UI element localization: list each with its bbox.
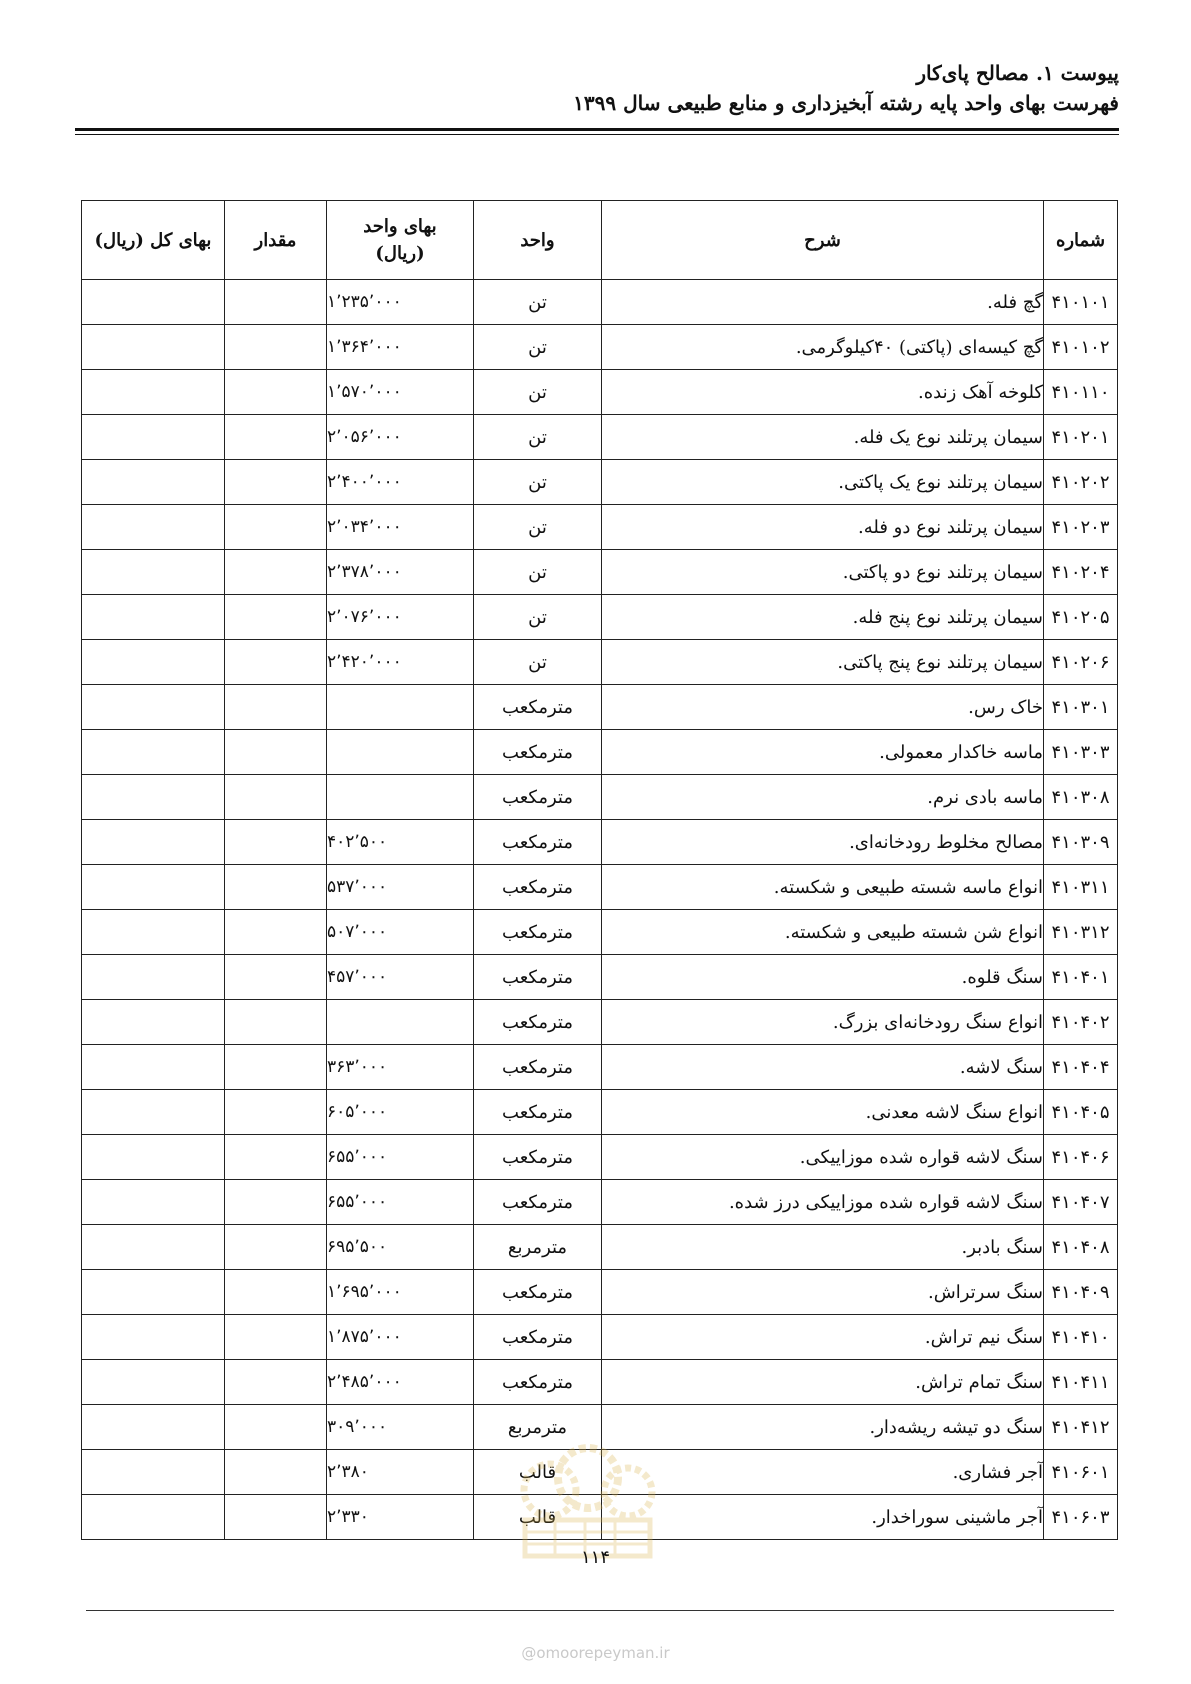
item-unit-price-cell: ۲٬۳۸۰: [327, 1450, 474, 1495]
column-header-quantity: مقدار: [225, 201, 327, 280]
table-row: [82, 550, 1118, 595]
item-number-cell: ۴۱۰۴۰۴: [1044, 1045, 1118, 1090]
item-total-cell: [82, 955, 225, 1000]
item-unit-cell: قالب: [474, 1495, 602, 1540]
item-description-cell: سیمان پرتلند نوع دو پاکتی.: [602, 550, 1044, 595]
item-quantity-cell: [225, 1495, 327, 1540]
item-total-cell: [82, 730, 225, 775]
item-quantity-cell: [225, 1315, 327, 1360]
item-total-cell: [82, 865, 225, 910]
item-unit-cell: مترمکعب: [474, 955, 602, 1000]
item-unit-price-cell: ۶۵۵٬۰۰۰: [327, 1135, 474, 1180]
header-rule-thick: [75, 128, 1119, 131]
item-unit-cell: مترمکعب: [474, 865, 602, 910]
item-unit-cell: مترمکعب: [474, 1180, 602, 1225]
unit-price-header-line2: (ریال): [375, 243, 425, 264]
item-description-cell: سنگ نیم تراش.: [602, 1315, 1044, 1360]
item-number-cell: ۴۱۰۲۰۴: [1044, 550, 1118, 595]
item-description-cell: انواع سنگ لاشه معدنی.: [602, 1090, 1044, 1135]
header-document-title: فهرست بهای واحد پایه رشته آبخیزداری و منابع طبیعی سال ۱۳۹۹: [573, 91, 1119, 115]
item-description-cell: گچ کیسه‌ای (پاکتی) ۴۰کیلوگرمی.: [602, 325, 1044, 370]
item-description-cell: گچ فله.: [602, 280, 1044, 325]
item-quantity-cell: [225, 910, 327, 955]
item-unit-price-cell: ۲٬۰۳۴٬۰۰۰: [327, 505, 474, 550]
item-number-cell: ۴۱۰۳۰۸: [1044, 775, 1118, 820]
item-total-cell: [82, 595, 225, 640]
table-header-row: [82, 201, 1118, 280]
table-row: [82, 1405, 1118, 1450]
item-number-cell: ۴۱۰۴۱۱: [1044, 1360, 1118, 1405]
table-row: [82, 640, 1118, 685]
item-description-cell: ماسه بادی نرم.: [602, 775, 1044, 820]
item-quantity-cell: [225, 1180, 327, 1225]
item-unit-cell: تن: [474, 640, 602, 685]
item-quantity-cell: [225, 325, 327, 370]
item-unit-price-cell: ۱٬۳۶۴٬۰۰۰: [327, 325, 474, 370]
item-total-cell: [82, 1180, 225, 1225]
item-quantity-cell: [225, 505, 327, 550]
item-unit-price-cell: ۵۰۷٬۰۰۰: [327, 910, 474, 955]
item-unit-price-cell: ۱٬۸۷۵٬۰۰۰: [327, 1315, 474, 1360]
item-quantity-cell: [225, 820, 327, 865]
column-header-unit: واحد: [474, 201, 602, 280]
item-quantity-cell: [225, 460, 327, 505]
item-total-cell: [82, 280, 225, 325]
item-number-cell: ۴۱۰۱۰۱: [1044, 280, 1118, 325]
item-quantity-cell: [225, 1135, 327, 1180]
item-number-cell: ۴۱۰۴۰۶: [1044, 1135, 1118, 1180]
item-description-cell: سیمان پرتلند نوع یک پاکتی.: [602, 460, 1044, 505]
item-total-cell: [82, 325, 225, 370]
table-row: [82, 325, 1118, 370]
item-number-cell: ۴۱۰۴۰۷: [1044, 1180, 1118, 1225]
table-row: [82, 820, 1118, 865]
item-unit-cell: مترمکعب: [474, 685, 602, 730]
item-unit-price-cell: ۲٬۴۰۰٬۰۰۰: [327, 460, 474, 505]
item-unit-price-cell: ۶۰۵٬۰۰۰: [327, 1090, 474, 1135]
item-unit-cell: تن: [474, 415, 602, 460]
item-unit-cell: مترمکعب: [474, 1360, 602, 1405]
item-total-cell: [82, 1090, 225, 1135]
item-total-cell: [82, 550, 225, 595]
table-row: [82, 280, 1118, 325]
item-quantity-cell: [225, 865, 327, 910]
item-unit-cell: تن: [474, 325, 602, 370]
item-unit-price-cell: ۳۶۳٬۰۰۰: [327, 1045, 474, 1090]
item-total-cell: [82, 820, 225, 865]
item-description-cell: مصالح مخلوط رودخانه‌ای.: [602, 820, 1044, 865]
item-total-cell: [82, 1045, 225, 1090]
item-description-cell: سیمان پرتلند نوع یک فله.: [602, 415, 1044, 460]
table-row: [82, 1090, 1118, 1135]
item-total-cell: [82, 1360, 225, 1405]
item-unit-cell: تن: [474, 280, 602, 325]
item-number-cell: ۴۱۰۴۰۸: [1044, 1225, 1118, 1270]
item-quantity-cell: [225, 1270, 327, 1315]
item-description-cell: کلوخه آهک زنده.: [602, 370, 1044, 415]
table-row: [82, 1270, 1118, 1315]
item-unit-cell: مترمکعب: [474, 1045, 602, 1090]
item-quantity-cell: [225, 1450, 327, 1495]
item-quantity-cell: [225, 550, 327, 595]
item-number-cell: ۴۱۰۴۰۵: [1044, 1090, 1118, 1135]
item-number-cell: ۴۱۰۱۱۰: [1044, 370, 1118, 415]
item-unit-cell: تن: [474, 460, 602, 505]
item-quantity-cell: [225, 415, 327, 460]
item-unit-cell: مترمکعب: [474, 1315, 602, 1360]
item-unit-price-cell: [327, 685, 474, 730]
item-unit-price-cell: ۶۹۵٬۵۰۰: [327, 1225, 474, 1270]
item-number-cell: ۴۱۰۱۰۲: [1044, 325, 1118, 370]
table-row: [82, 955, 1118, 1000]
item-number-cell: ۴۱۰۲۰۵: [1044, 595, 1118, 640]
item-total-cell: [82, 1000, 225, 1045]
item-description-cell: خاک رس.: [602, 685, 1044, 730]
item-unit-cell: قالب: [474, 1450, 602, 1495]
item-description-cell: انواع سنگ رودخانه‌ای بزرگ.: [602, 1000, 1044, 1045]
item-total-cell: [82, 505, 225, 550]
page-header: [573, 58, 1119, 118]
item-description-cell: سنگ سرتراش.: [602, 1270, 1044, 1315]
item-total-cell: [82, 460, 225, 505]
item-number-cell: ۴۱۰۴۰۲: [1044, 1000, 1118, 1045]
item-description-cell: سیمان پرتلند نوع دو فله.: [602, 505, 1044, 550]
item-unit-price-cell: ۲٬۳۳۰: [327, 1495, 474, 1540]
item-description-cell: سنگ دو تیشه ریشه‌دار.: [602, 1405, 1044, 1450]
unit-price-header-line1: بهای واحد: [363, 216, 437, 237]
item-number-cell: ۴۱۰۶۰۳: [1044, 1495, 1118, 1540]
item-total-cell: [82, 1405, 225, 1450]
item-quantity-cell: [225, 685, 327, 730]
item-unit-price-cell: ۶۵۵٬۰۰۰: [327, 1180, 474, 1225]
header-appendix-title: پیوست ۱. مصالح پای‌کار: [916, 61, 1119, 85]
item-total-cell: [82, 1495, 225, 1540]
item-description-cell: سنگ بادبر.: [602, 1225, 1044, 1270]
item-description-cell: انواع شن شسته طبیعی و شکسته.: [602, 910, 1044, 955]
item-unit-cell: مترمکعب: [474, 1090, 602, 1135]
item-unit-price-cell: ۱٬۶۹۵٬۰۰۰: [327, 1270, 474, 1315]
table-row: [82, 415, 1118, 460]
item-quantity-cell: [225, 1405, 327, 1450]
item-unit-price-cell: ۵۳۷٬۰۰۰: [327, 865, 474, 910]
item-unit-price-cell: ۳۰۹٬۰۰۰: [327, 1405, 474, 1450]
item-unit-price-cell: ۲٬۴۲۰٬۰۰۰: [327, 640, 474, 685]
item-number-cell: ۴۱۰۳۱۱: [1044, 865, 1118, 910]
item-unit-cell: مترمربع: [474, 1225, 602, 1270]
footer-site-link[interactable]: @omoorepeyman.ir: [521, 1644, 670, 1662]
table-row: [82, 1450, 1118, 1495]
item-description-cell: سنگ قلوه.: [602, 955, 1044, 1000]
item-number-cell: ۴۱۰۳۰۱: [1044, 685, 1118, 730]
column-header-description: شرح: [602, 201, 1044, 280]
item-quantity-cell: [225, 1045, 327, 1090]
item-unit-price-cell: ۲٬۰۷۶٬۰۰۰: [327, 595, 474, 640]
item-unit-cell: مترمکعب: [474, 910, 602, 955]
item-total-cell: [82, 910, 225, 955]
item-unit-price-cell: ۴۰۲٬۵۰۰: [327, 820, 474, 865]
table-row: [82, 1000, 1118, 1045]
table-row: [82, 1180, 1118, 1225]
item-number-cell: ۴۱۰۲۰۲: [1044, 460, 1118, 505]
item-unit-cell: مترمربع: [474, 1405, 602, 1450]
table-row: [82, 595, 1118, 640]
item-number-cell: ۴۱۰۳۱۲: [1044, 910, 1118, 955]
column-header-total: بهای کل (ریال): [82, 201, 225, 280]
item-unit-price-cell: ۲٬۴۸۵٬۰۰۰: [327, 1360, 474, 1405]
item-unit-cell: تن: [474, 505, 602, 550]
table-row: [82, 1315, 1118, 1360]
item-unit-cell: مترمکعب: [474, 820, 602, 865]
item-unit-cell: مترمکعب: [474, 775, 602, 820]
item-total-cell: [82, 1135, 225, 1180]
item-total-cell: [82, 1270, 225, 1315]
item-number-cell: ۴۱۰۴۰۱: [1044, 955, 1118, 1000]
item-description-cell: ماسه خاکدار معمولی.: [602, 730, 1044, 775]
item-unit-price-cell: [327, 775, 474, 820]
item-total-cell: [82, 1450, 225, 1495]
item-quantity-cell: [225, 1000, 327, 1045]
table-row: [82, 730, 1118, 775]
item-unit-price-cell: ۲٬۰۵۶٬۰۰۰: [327, 415, 474, 460]
item-number-cell: ۴۱۰۴۰۹: [1044, 1270, 1118, 1315]
item-number-cell: ۴۱۰۳۰۹: [1044, 820, 1118, 865]
item-description-cell: سیمان پرتلند نوع پنج پاکتی.: [602, 640, 1044, 685]
item-quantity-cell: [225, 1225, 327, 1270]
item-description-cell: سنگ لاشه قواره شده موزاییکی درز شده.: [602, 1180, 1044, 1225]
header-rule-thin: [75, 134, 1119, 135]
item-number-cell: ۴۱۰۳۰۳: [1044, 730, 1118, 775]
item-number-cell: ۴۱۰۲۰۶: [1044, 640, 1118, 685]
item-quantity-cell: [225, 1360, 327, 1405]
item-unit-price-cell: ۱٬۵۷۰٬۰۰۰: [327, 370, 474, 415]
price-list-table: [81, 200, 1118, 1540]
item-unit-price-cell: ۲٬۳۷۸٬۰۰۰: [327, 550, 474, 595]
column-header-number: شماره: [1044, 201, 1118, 280]
page-number: ۱۱۴: [580, 1547, 610, 1568]
item-quantity-cell: [225, 775, 327, 820]
table-row: [82, 460, 1118, 505]
item-quantity-cell: [225, 595, 327, 640]
item-unit-cell: مترمکعب: [474, 1270, 602, 1315]
item-unit-price-cell: ۱٬۲۳۵٬۰۰۰: [327, 280, 474, 325]
item-unit-cell: مترمکعب: [474, 1135, 602, 1180]
item-description-cell: سنگ لاشه قواره شده موزاییکی.: [602, 1135, 1044, 1180]
table-row: [82, 1495, 1118, 1540]
item-unit-cell: مترمکعب: [474, 730, 602, 775]
item-description-cell: آجر ماشینی سوراخدار.: [602, 1495, 1044, 1540]
item-unit-cell: تن: [474, 370, 602, 415]
item-number-cell: ۴۱۰۲۰۳: [1044, 505, 1118, 550]
footer-rule: [86, 1610, 1114, 1611]
item-unit-price-cell: [327, 730, 474, 775]
item-unit-price-cell: ۴۵۷٬۰۰۰: [327, 955, 474, 1000]
item-total-cell: [82, 415, 225, 460]
item-unit-price-cell: [327, 1000, 474, 1045]
table-row: [82, 775, 1118, 820]
item-total-cell: [82, 1225, 225, 1270]
item-total-cell: [82, 370, 225, 415]
item-description-cell: سنگ لاشه.: [602, 1045, 1044, 1090]
table-row: [82, 370, 1118, 415]
item-total-cell: [82, 685, 225, 730]
item-description-cell: انواع ماسه شسته طبیعی و شکسته.: [602, 865, 1044, 910]
item-unit-cell: تن: [474, 550, 602, 595]
item-total-cell: [82, 775, 225, 820]
table-row: [82, 910, 1118, 955]
column-header-unit-price: [327, 201, 474, 280]
table-body: [82, 280, 1118, 1540]
item-quantity-cell: [225, 955, 327, 1000]
item-unit-cell: تن: [474, 595, 602, 640]
item-quantity-cell: [225, 1090, 327, 1135]
item-total-cell: [82, 1315, 225, 1360]
item-number-cell: ۴۱۰۶۰۱: [1044, 1450, 1118, 1495]
item-total-cell: [82, 640, 225, 685]
item-quantity-cell: [225, 370, 327, 415]
item-description-cell: سنگ تمام تراش.: [602, 1360, 1044, 1405]
item-number-cell: ۴۱۰۲۰۱: [1044, 415, 1118, 460]
item-description-cell: آجر فشاری.: [602, 1450, 1044, 1495]
item-number-cell: ۴۱۰۴۱۰: [1044, 1315, 1118, 1360]
item-quantity-cell: [225, 730, 327, 775]
item-unit-cell: مترمکعب: [474, 1000, 602, 1045]
item-description-cell: سیمان پرتلند نوع پنج فله.: [602, 595, 1044, 640]
table-row: [82, 1225, 1118, 1270]
item-number-cell: ۴۱۰۴۱۲: [1044, 1405, 1118, 1450]
table-row: [82, 1135, 1118, 1180]
table-row: [82, 1360, 1118, 1405]
table-row: [82, 685, 1118, 730]
item-quantity-cell: [225, 640, 327, 685]
item-quantity-cell: [225, 280, 327, 325]
table-row: [82, 865, 1118, 910]
table-row: [82, 1045, 1118, 1090]
table-row: [82, 505, 1118, 550]
